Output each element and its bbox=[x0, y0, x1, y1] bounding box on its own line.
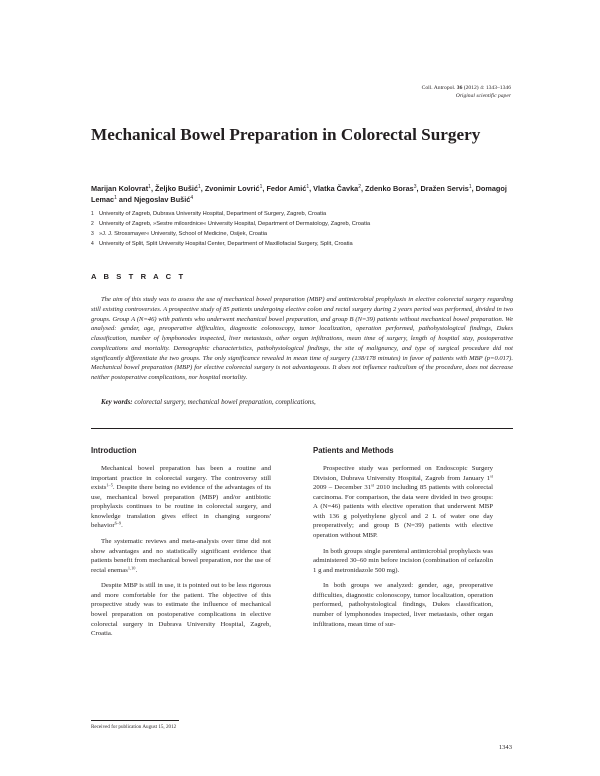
affiliation-number: 2 bbox=[91, 221, 94, 227]
author-affiliation-mark: 2 bbox=[358, 184, 361, 190]
affiliation-text: »J. J. Strossmayer« University, School of Medicine, Osijek, Croatia bbox=[99, 231, 268, 237]
author-affiliation-mark: 1 bbox=[259, 184, 263, 190]
author-name: Njegoslav Bušić bbox=[133, 195, 191, 204]
received-note: Received for publication August 15, 2012 bbox=[91, 724, 177, 730]
page-number: 1343 bbox=[498, 744, 512, 751]
author-separator: , bbox=[471, 184, 476, 193]
methods-heading: Patients and Methods bbox=[313, 446, 394, 455]
methods-paragraph-3: In both groups we analyzed: gender, age, preoperative difficulties, diagnostic colonoscopy, tumor localization, operation performed, pathohystological findings, Dukes classification, number of lymphonodes inspected, liver metastasis, other organ infiltrations, mean time of sur- bbox=[313, 582, 493, 628]
methods-paragraph-2: In both groups single parenteral antimicrobial prophylaxis was administered 30–60 min before incision (combination of cefazolin 1 g and metronidazole 500 mg). bbox=[313, 547, 493, 574]
author-name: Domagoj Lemac bbox=[91, 184, 507, 204]
affiliation-item bbox=[91, 219, 511, 229]
volume-number: 36 bbox=[456, 85, 463, 91]
methods-column bbox=[313, 464, 493, 635]
methods-paragraph-1: Prospective study was performed on Endoscopic Surgery Division, Dubrava University Hospital, Zagreb from January 1st 2009 – December 31st 2010 including 85 patients with colorectal carcinoma. For comparison, the data were divided in two groups: A (N=46) patients with elective operation that underwent MBP with 136 g polyethylene glycol and 2 L of water one day preoperatively; and group B (N=39) patients with elective operation without MBP. bbox=[313, 465, 494, 539]
introduction-column bbox=[91, 464, 271, 645]
author-separator: , bbox=[150, 184, 156, 193]
author-name: Željko Bušić bbox=[155, 184, 198, 193]
intro-paragraph-2: The systematic reviews and meta-analysis over time did not show advantages and no statistically significant evidence that patients benefit from mechanical bowel preparation, nor the use of rectal enemas$^{1,10}$. bbox=[91, 538, 271, 574]
author-separator: and bbox=[116, 195, 134, 204]
author-affiliation-mark: 1 bbox=[468, 184, 472, 190]
abstract-heading: A B S T R A C T bbox=[91, 272, 186, 281]
affiliation-text: University of Zagreb, »Sestre milosrdnice« University Hospital, Department of Dermatology, Zagreb, Croatia bbox=[99, 221, 371, 227]
author-affiliation-mark: 1 bbox=[114, 195, 117, 201]
author-separator: , bbox=[200, 184, 205, 193]
citation-line: Coll. Antropol. 36 (2012) 4: 1343–1346 bbox=[421, 85, 511, 91]
author-name: Fedor Amić bbox=[266, 184, 307, 193]
keywords-label: Key words: bbox=[101, 399, 133, 406]
paper-title: Mechanical Bowel Preparation in Colorectal Surgery bbox=[91, 125, 481, 144]
intro-paragraph-3: Despite MBP is still in use, it is pointed out to be less rigorous and more comfortable for the patient. The objective of this prospective study was to estimate the influence of mechanical bowel preparation on postoperative complications in elective colorectal surgery in Dubrava University Hospital, Zagreb, Croatia. bbox=[91, 582, 271, 638]
author-separator: , bbox=[309, 184, 314, 193]
affiliation-list bbox=[91, 209, 511, 249]
intro-paragraph-1: Mechanical bowel preparation has been a routine and important practice in colorectal surgery. The controversy still exists$^{1-5}$. Despite there being no evidence of the advantages of its use, mechanical bowel preparation (MBP) and/or antibiotic prophylaxis continues to be routine in colorectal surgery, and knowledge translation gives effect in changing surgeons' behavior$^{6-9}$. bbox=[91, 465, 271, 530]
author-name: Zvonimir Lovrić bbox=[204, 184, 260, 193]
author-affiliation-mark: 1 bbox=[148, 184, 151, 190]
citation-ref: 1–5 bbox=[106, 482, 113, 488]
section-divider bbox=[91, 428, 513, 429]
journal-citation bbox=[251, 84, 511, 101]
author-name: Vlatka Čavka bbox=[313, 184, 359, 193]
affiliation-number: 1 bbox=[91, 211, 94, 217]
keywords-line bbox=[101, 398, 513, 408]
author-list bbox=[91, 183, 511, 205]
keywords-text: colorectal surgery, mechanical bowel preparation, complications, bbox=[132, 399, 316, 406]
author-name: Marijan Kolovrat bbox=[91, 184, 149, 193]
affiliation-text: University of Split, Split University Hospital Center, Department of Maxillofacial Surgery, Split, Croatia bbox=[99, 241, 353, 247]
author-separator: , bbox=[262, 184, 267, 193]
abstract-text: The aim of this study was to assess the use of mechanical bowel preparation (MBP) and antimicrobial prophylaxis in elective colorectal surgery regarding still existing controversies. A prospective study of 85 patients undergoing elective colon and rectal surgery during 2 years period was performed, divided in two groups. Group A (N=46) with patients who underwent mechanical bowel preparation, and group B (N=39) patients without mechanical bowel preparation. We analysed: gender, age, preoperative difficulties, diagnostic colonoscopy, tumor localization, operation performed, pathohystological findings, Dukes classification, number of lymphonodes inspected, liver metastasis, other organ infiltrations, mean time of surgery, length of hospital stay, postoperative complications and mortality. Demographic characteristics, pathohystological findings, the site of malignancy, and type of surgical procedure did not significantly differentiate the two groups. The only significance revealed in mean time of surgery (138/178 minutes) in favor of patients with MBP (p=0.017). Mechanical bowel preparation (MBP) for elective colorectal surgery is not advantageous. It does not influence radicalism of the procedure, does not decrease neither postoperative complications, nor hospital mortality. bbox=[91, 296, 513, 381]
affiliation-item bbox=[91, 239, 511, 249]
author-name: Dražen Servis bbox=[420, 184, 469, 193]
affiliation-number: 4 bbox=[91, 241, 94, 247]
article-type: Original scientific paper bbox=[455, 93, 511, 100]
author-affiliation-mark: 4 bbox=[190, 195, 194, 201]
affiliation-number: 3 bbox=[91, 231, 94, 237]
introduction-heading: Introduction bbox=[91, 446, 137, 455]
author-separator: , bbox=[416, 184, 421, 193]
affiliation-text: University of Zagreb, Dubrava University Hospital, Department of Surgery, Zagreb, Croatia bbox=[99, 211, 327, 217]
author-affiliation-mark: 1 bbox=[198, 184, 201, 190]
affiliation-item bbox=[91, 229, 511, 239]
citation-ref: 6–9 bbox=[114, 520, 122, 526]
author-name: Zdenko Boras bbox=[365, 184, 414, 193]
affiliation-item bbox=[91, 209, 511, 219]
footnote-divider bbox=[91, 720, 179, 721]
citation-ref: 1,10 bbox=[127, 565, 136, 571]
author-separator: , bbox=[360, 184, 366, 193]
author-affiliation-mark: 3 bbox=[413, 184, 417, 190]
author-affiliation-mark: 1 bbox=[306, 184, 310, 190]
